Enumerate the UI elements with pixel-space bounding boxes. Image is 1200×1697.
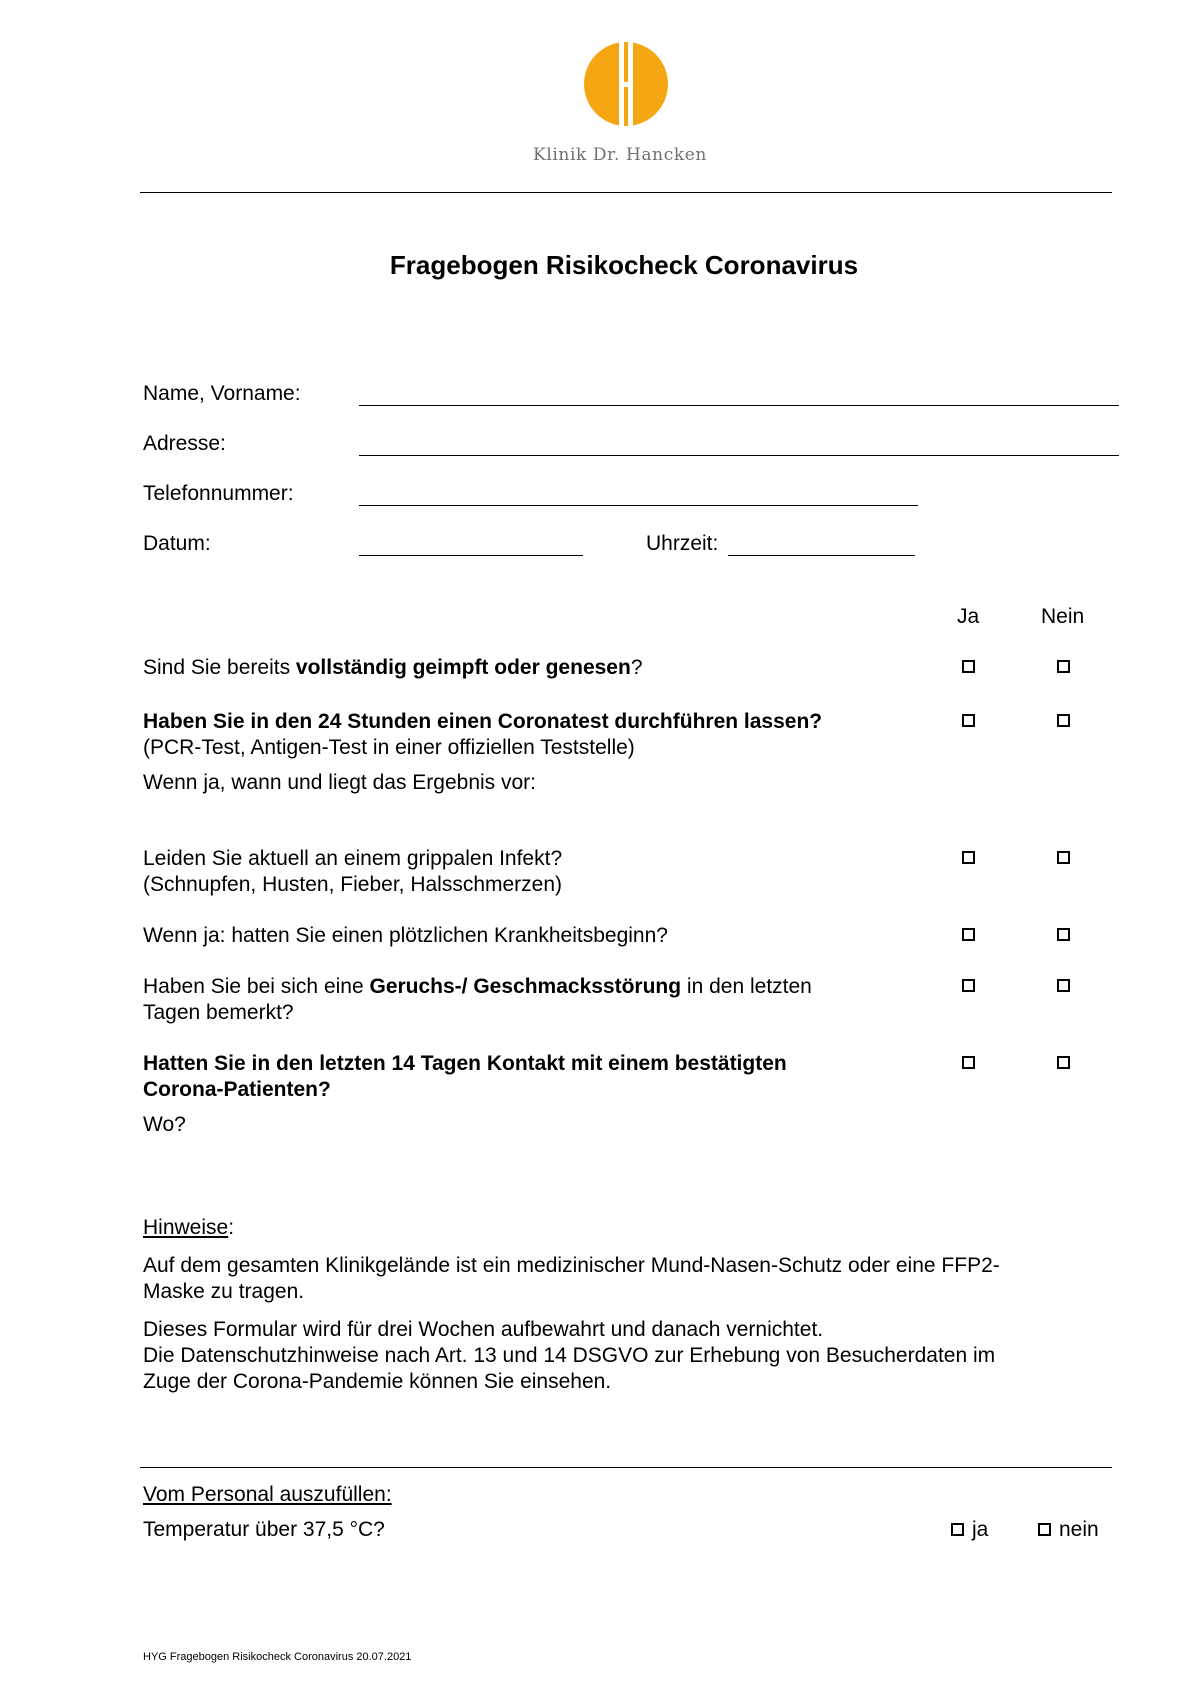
question-corona-test: Haben Sie in den 24 Stunden einen Coronatest durchführen lassen? (PCR-Test, Antigen-Test in einer offiziellen Teststelle) — [143, 710, 823, 759]
checkbox-q2-ja[interactable] — [962, 714, 975, 727]
name-field[interactable] — [359, 405, 1119, 406]
checkbox-temp-nein[interactable] — [1038, 1523, 1051, 1536]
staff-divider — [140, 1467, 1112, 1468]
question-contact-followup: Wo? — [143, 1113, 186, 1136]
column-header-ja: Ja — [957, 605, 980, 628]
phone-label: Telefonnummer: — [143, 482, 294, 505]
temp-ja-label: ja — [972, 1518, 989, 1541]
temperature-label: Temperatur über 37,5 °C? — [143, 1518, 385, 1541]
clinic-logo — [584, 42, 668, 126]
time-label: Uhrzeit: — [646, 532, 719, 555]
hints-mask-paragraph: Auf dem gesamten Klinikgelände ist ein medizinischer Mund-Nasen-Schutz oder eine FFP2- Maske zu tragen. — [143, 1254, 1000, 1303]
staff-heading: Vom Personal auszufüllen: — [143, 1483, 392, 1506]
checkbox-q3-nein[interactable] — [1057, 851, 1070, 864]
question-contact: Hatten Sie in den letzten 14 Tagen Kontakt mit einem bestätigten Corona-Patienten? — [143, 1052, 787, 1101]
checkbox-q3-ja[interactable] — [962, 851, 975, 864]
clinic-name: Klinik Dr. Hancken — [533, 145, 707, 165]
header-divider — [140, 192, 1112, 193]
checkbox-q2-nein[interactable] — [1057, 714, 1070, 727]
checkbox-q4-nein[interactable] — [1057, 928, 1070, 941]
temp-nein-label: nein — [1059, 1518, 1099, 1541]
checkbox-q6-nein[interactable] — [1057, 1056, 1070, 1069]
document-footer: HYG Fragebogen Risikocheck Coronavirus 20.07.2021 — [143, 1651, 412, 1663]
checkbox-q1-nein[interactable] — [1057, 660, 1070, 673]
column-header-nein: Nein — [1041, 605, 1085, 628]
question-corona-test-followup: Wenn ja, wann und liegt das Ergebnis vor: — [143, 771, 537, 794]
question-smell-taste: Haben Sie bei sich eine Geruchs-/ Geschmacksstörung in den letzten Tagen bemerkt? — [143, 975, 812, 1024]
page-title: Fragebogen Risikocheck Coronavirus — [389, 250, 859, 280]
address-label: Adresse: — [143, 432, 226, 455]
question-vaccinated: Sind Sie bereits vollständig geimpft oder genesen? — [143, 656, 643, 679]
date-label: Datum: — [143, 532, 211, 555]
checkbox-temp-ja[interactable] — [951, 1523, 964, 1536]
checkbox-q5-nein[interactable] — [1057, 979, 1070, 992]
question-sudden-onset: Wenn ja: hatten Sie einen plötzlichen Krankheitsbeginn? — [143, 924, 668, 947]
logo-h-mark — [584, 42, 668, 126]
time-field[interactable] — [728, 555, 915, 556]
checkbox-q4-ja[interactable] — [962, 928, 975, 941]
question-flu-infection: Leiden Sie aktuell an einem grippalen Infekt? (Schnupfen, Husten, Fieber, Halsschmerzen) — [143, 847, 563, 896]
checkbox-q1-ja[interactable] — [962, 660, 975, 673]
name-label: Name, Vorname: — [143, 382, 301, 405]
checkbox-q5-ja[interactable] — [962, 979, 975, 992]
checkbox-q6-ja[interactable] — [962, 1056, 975, 1069]
hints-heading: Hinweise: — [143, 1216, 235, 1239]
hints-privacy-paragraph: Dieses Formular wird für drei Wochen aufbewahrt und danach vernichtet. Die Datenschutzhinweise nach Art. 13 und 14 DSGVO zur Erhebung von Besucherdaten im Zuge der Corona-Pandemie können Sie einsehen. — [143, 1318, 996, 1393]
date-field[interactable] — [359, 555, 583, 556]
address-field[interactable] — [359, 455, 1119, 456]
phone-field[interactable] — [359, 505, 918, 506]
